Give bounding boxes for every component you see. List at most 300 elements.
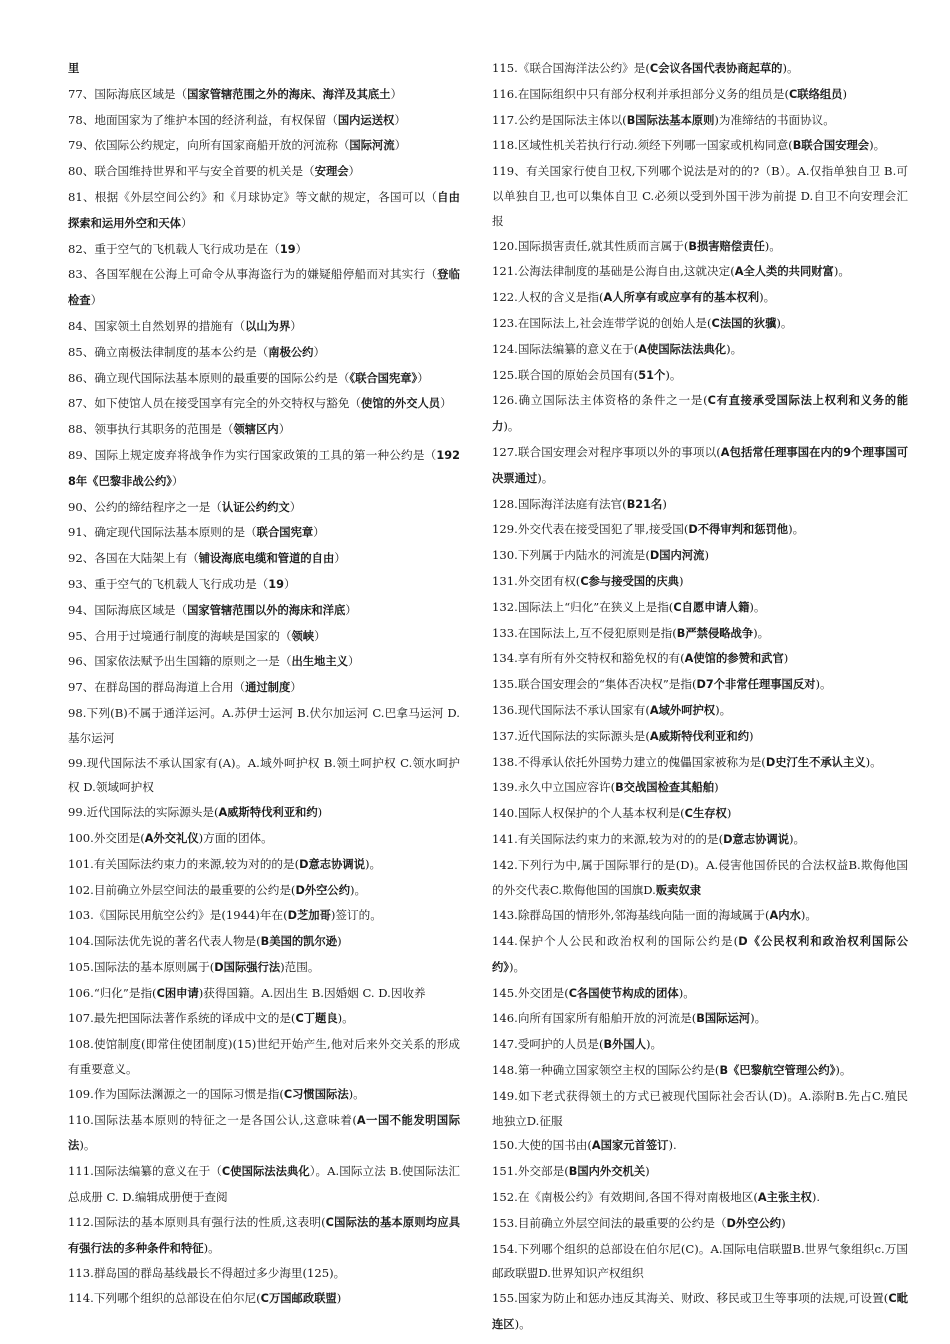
question-text: 85、确立南极法律制度的基本公约是（: [68, 344, 269, 359]
answer-text: A使馆的参赞和武官: [684, 652, 784, 666]
answer-text: A包括常任理事国在内的9个理事国可决票通过: [492, 445, 909, 485]
answer-text: C有直接承受国际法上权利和义务的能力: [492, 394, 909, 434]
question-tail: )。: [508, 959, 526, 974]
answer-text: B国际法基本原则: [626, 113, 715, 127]
question-tail: ）: [278, 422, 291, 437]
answer-text: C参与接受国的庆典: [580, 574, 679, 588]
question-item: [492, 621, 908, 647]
question-tail: )。: [203, 1240, 220, 1255]
question-text: 100.外交团是(: [68, 830, 145, 845]
question-tail: ): [842, 86, 848, 101]
question-item: [492, 311, 908, 337]
question-text: 116.在国际组织中只有部分权利并承担部分义务的组员是(: [492, 86, 789, 101]
question-text: 131.外交团有权(: [492, 573, 581, 588]
answer-text: A外交礼仪: [144, 831, 199, 845]
question-item: [492, 672, 908, 698]
question-text: 105.国际法的基本原则属于(: [68, 959, 215, 974]
question-text: 134.享有所有外交特权和豁免权的有(: [492, 651, 685, 666]
answer-text: 使馆的外交人员: [361, 397, 441, 411]
question-text: 89、国际上规定废弃将战争作为实行国家政策的工具的第一种公约是（: [68, 447, 437, 462]
question-text: 151.外交部是(: [492, 1164, 569, 1179]
question-tail: )方面的团体。: [198, 830, 273, 845]
answer-text: B国际运河: [696, 1012, 751, 1026]
question-tail: ）: [90, 293, 103, 308]
answer-text: D芝加哥: [287, 909, 331, 923]
answer-text: D《公民权利和政治权利国际公约》: [492, 935, 908, 974]
question-item: [68, 1210, 460, 1262]
question-tail: )。: [815, 677, 832, 692]
question-tail: ）: [290, 680, 302, 695]
answer-text: C联络组员: [789, 87, 843, 101]
question-text: 109.作为国际法渊源之一的国际习惯是指(: [68, 1086, 284, 1101]
question-text: 90、公约的缔结程序之一是（: [68, 499, 222, 514]
question-text: 154.下列哪个组织的总部设在伯尔尼(C)。A.国际电信联盟B.世界气象组织c.万国邮政联盟D.世界知识产权组织: [492, 1241, 908, 1281]
question-item: [492, 337, 908, 363]
question-tail: ）: [171, 473, 184, 488]
question-item: [492, 1032, 908, 1058]
question-tail: )。: [869, 138, 886, 153]
question-text: 92、各国在大陆架上有（: [68, 551, 199, 566]
question-item: [68, 903, 460, 929]
question-item: [68, 159, 460, 185]
question-text: 87、如下使馆人员在接受国享有完全的外交特权与豁免（: [68, 396, 362, 411]
question-item: [68, 800, 460, 826]
question-tail: )。: [788, 522, 805, 537]
answer-text: 里: [68, 62, 80, 75]
question-item: [492, 1286, 908, 1338]
question-item: [492, 1084, 908, 1134]
answer-text: C使国际法法典化: [221, 1165, 310, 1179]
question-item: [68, 340, 460, 366]
question-item: [68, 314, 460, 340]
question-item: [68, 417, 460, 443]
question-text: 78、地面国家为了维护本国的经济利益，有权保留（: [68, 112, 338, 127]
question-tail: )。: [350, 882, 367, 897]
question-item: [68, 391, 460, 417]
question-item: [68, 929, 460, 955]
question-item: [492, 1211, 908, 1237]
answer-text: 19: [279, 242, 296, 256]
question-item: [68, 1159, 460, 1210]
question-text: 83、各国军舰在公海上可命令从事海盗行为的嫌疑船停船而对其实行（: [68, 267, 438, 282]
answer-text: 通过制度: [245, 681, 291, 695]
question-item: [68, 82, 460, 108]
question-tail: ）: [313, 344, 326, 359]
question-tail: ）: [180, 215, 193, 230]
answer-text: D国内河流: [649, 549, 705, 563]
question-tail: )。: [750, 1011, 767, 1026]
answer-text: 南极公约: [268, 345, 314, 359]
question-item: [492, 1058, 908, 1084]
question-text: 86、确立现代国际法基本原则的最重要的国际公约是（: [68, 370, 350, 385]
question-tail: ）: [289, 499, 302, 514]
question-text: 112.国际法的基本原则具有强行法的性质,这表明(: [68, 1214, 326, 1229]
question-tail: )签订的。: [330, 908, 382, 923]
question-tail: ）。A.国际立法 B.使国际法汇总成册 C. D.编辑成册便于查阅: [68, 1164, 460, 1205]
question-text: 111.国际法编纂的意义在于（: [68, 1164, 222, 1179]
question-text: 93、重于空气的飞机载人飞行成功是（: [68, 576, 269, 591]
question-tail: ): [337, 934, 342, 949]
question-tail: )获得国籍。A.因出生 B.因婚姻 C. D.因收养: [198, 985, 426, 1000]
question-text: 150.大使的国书由(: [492, 1138, 592, 1153]
question-item: [492, 1159, 908, 1185]
question-text: 96、国家依法赋予出生国籍的原则之一是（: [68, 654, 292, 669]
question-item: [68, 1286, 460, 1312]
question-tail: )。: [835, 1063, 852, 1078]
question-item: [492, 595, 908, 621]
question-item: [68, 955, 460, 981]
question-text: 153.目前确立外层空间法的最重要的公约是（: [492, 1215, 727, 1230]
question-text: 138.不得承认依托外国势力建立的傀儡国家被称为是(: [492, 754, 766, 769]
right-column: [492, 56, 908, 1338]
question-text: 144.保护个人公民和政治权利的国际公约是(: [492, 934, 739, 949]
answer-text: D7个非常任理事国反对: [696, 678, 816, 692]
answer-text: C国际法的基本原则均应具有强行法的多种条件和特征: [68, 1215, 460, 1255]
question-item: [492, 234, 908, 260]
question-item: [492, 646, 908, 672]
question-item: [492, 517, 908, 543]
question-item: [492, 1185, 908, 1211]
question-text: 91、确定现代国际法基本原则的是（: [68, 525, 257, 540]
answer-text: A全人类的共同财富: [734, 265, 834, 279]
question-text: 123.在国际法上,社会连带学说的创始人是(: [492, 315, 712, 330]
answer-text: 联合国宪章: [256, 526, 314, 540]
question-text: 152.在《南极公约》有效期间,各国不得对南极地区(: [492, 1190, 758, 1205]
question-tail: ）: [390, 86, 403, 101]
question-text: 146.向所有国家所有船舶开放的河流是(: [492, 1011, 697, 1026]
question-text: 119、有关国家行使自卫权,下列哪个说法是对的的?（B）。A.仅指单独自卫 B.可以单独自卫,也可以集体自卫 C.必须以受到外国干涉为前提 D.自卫不向安理会汇报: [492, 164, 908, 228]
question-text: 88、领事执行其职务的范围是（: [68, 422, 234, 437]
question-item: [68, 981, 460, 1007]
question-tail: )。: [715, 702, 732, 717]
answer-text: 国家管辖范围以外的海床和洋底: [187, 603, 346, 617]
question-text: 101.有关国际法约束力的来源,较为对的的是(: [68, 856, 300, 871]
question-item: [68, 852, 460, 878]
answer-text: 国内运送权: [337, 113, 395, 127]
answer-text: D外空公约: [726, 1216, 782, 1230]
answer-text: 领辖区内: [233, 423, 279, 437]
question-item: [68, 185, 460, 237]
question-tail: )。: [665, 367, 682, 382]
question-tail: )为准缔结的书面协议。: [714, 112, 835, 127]
question-tail: )。: [537, 470, 554, 485]
answer-text: D外空公约: [295, 883, 351, 897]
question-text: 149.如下老式获得领土的方式已被现代国际社会否认(D)。A.添附B.先占C.殖民地独立D.征服: [492, 1088, 908, 1128]
answer-text: A国家元首签订: [591, 1139, 669, 1153]
answer-text: C法国的狄骥: [711, 316, 777, 330]
question-item: [492, 981, 908, 1007]
question-item: [492, 1006, 908, 1032]
answer-text: B联合国安理会: [792, 139, 870, 153]
left-column: [68, 56, 460, 1312]
question-item: [492, 929, 908, 981]
question-tail: ): [645, 1164, 650, 1179]
question-item: [492, 285, 908, 311]
question-text: 94、国际海底区域是（: [68, 602, 188, 617]
question-tail: )范围。: [280, 959, 320, 974]
answer-text: C万国邮政联盟: [260, 1292, 337, 1306]
question-text: 79、依国际公约规定，向所有国家商船开放的河流称（: [68, 138, 350, 153]
question-text: 135.联合国安理会的“集体否决权”是指(: [492, 677, 697, 692]
question-item: [68, 751, 460, 801]
answer-text: 19: [268, 577, 284, 591]
question-text: 147.受呵护的人员是(: [492, 1037, 604, 1052]
question-tail: ）: [417, 370, 429, 385]
question-item: [492, 775, 908, 801]
answer-text: D国际强行法: [214, 960, 281, 974]
answer-text: B严禁侵略战争: [676, 626, 754, 640]
question-text: 142.下列行为中,属于国际罪行的是(D)。A.侵害他国侨民的合法权益B.欺侮他国的外交代表C.欺侮他国的国旗D.: [492, 857, 908, 897]
question-item: [68, 1108, 460, 1160]
question-tail: ）: [440, 396, 452, 411]
question-item: [68, 237, 460, 263]
question-text: 145.外交团是(: [492, 985, 569, 1000]
question-item: [68, 133, 460, 159]
answer-text: B交战国检查其船舶: [615, 781, 715, 795]
question-text: 81、根据《外层空间公约》和《月球协定》等文献的规定，各国可以（: [68, 189, 438, 204]
question-text: 129.外交代表在接受国犯了罪,接受国(: [492, 522, 689, 537]
question-item: [492, 108, 908, 134]
question-item: [492, 82, 908, 108]
answer-text: A一国不能发明国际法: [68, 1113, 460, 1153]
question-text: 128.国际海洋法庭有法官(: [492, 496, 627, 511]
question-tail: )。: [759, 290, 776, 305]
answer-text: B损害赔偿责任: [688, 239, 765, 253]
question-tail: ）: [394, 112, 406, 127]
question-item: [492, 363, 908, 389]
question-item: [68, 598, 460, 624]
question-item: [492, 159, 908, 233]
question-tail: ): [704, 548, 709, 563]
question-tail: ): [783, 651, 789, 666]
question-tail: ）: [334, 551, 346, 566]
question-tail: ).: [668, 1138, 677, 1153]
answer-text: 贩卖奴隶: [655, 883, 702, 897]
question-text: 80、联合国维持世界和平与安全首要的机关是（: [68, 164, 315, 179]
question-text: 99.现代国际法不承认国家有(A)。A.域外呵护权 B.领土呵护权 C.领水呵护权 D.领域呵护权: [68, 755, 460, 795]
answer-text: D意志协调说: [299, 857, 365, 871]
question-tail: )。: [833, 264, 850, 279]
question-tail: )。: [79, 1138, 96, 1153]
answer-text: B《巴黎航空管理公约》: [719, 1064, 836, 1078]
question-item: [68, 108, 460, 134]
answer-text: B美国的凯尔逊: [260, 935, 338, 949]
question-tail: ）: [347, 654, 360, 669]
question-item: [68, 572, 460, 598]
question-tail: ）: [284, 576, 296, 591]
answer-text: A威斯特伐利亚和约: [649, 729, 749, 743]
question-item: [492, 1133, 908, 1159]
question-tail: ）: [295, 241, 308, 256]
question-text: 136.现代国际法不承认国家有(: [492, 702, 650, 717]
question-tail: )。: [726, 341, 743, 356]
question-text: 95、合用于过境通行制度的海峡是国家的（: [68, 628, 292, 643]
answer-text: C自愿申请人籍: [673, 600, 750, 614]
question-item: [68, 1032, 460, 1082]
question-text: 99.近代国际法的实际源头是(: [68, 805, 219, 820]
question-item: [68, 443, 460, 495]
question-item: [68, 675, 460, 701]
answer-text: 《联合国宪章》: [349, 371, 418, 385]
answer-text: A使国际法法典化: [638, 342, 727, 356]
question-tail: )。: [678, 985, 695, 1000]
question-text: 125.联合国的原始会员国有(: [492, 367, 639, 382]
answer-text: 出生地主义: [291, 655, 348, 669]
question-item: [492, 827, 908, 853]
answer-text: 51个: [638, 368, 666, 382]
question-item: [68, 262, 460, 314]
question-text: 127.联合国安理会对程序事项以外的事项以(: [492, 444, 721, 459]
question-text: 132.国际法上“归化”在狭义上是指(: [492, 599, 674, 614]
question-item: [492, 724, 908, 750]
question-item: [68, 546, 460, 572]
question-text: 141.有关国际法约束力的来源,较为对的的是(: [492, 831, 724, 846]
question-text: 98.下列(B)不属于通洋运河。A.苏伊士运河 B.伏尔加运河 C.巴拿马运河 D.基尔运河: [68, 705, 460, 745]
question-text: 113.群岛国的群岛基线最长不得超过多少海里(125)。: [68, 1266, 346, 1281]
question-tail: )。: [348, 1086, 365, 1101]
answer-text: A域外呵护权: [649, 703, 716, 717]
question-item: [492, 801, 908, 827]
answer-text: 1928年《巴黎非战公约》: [68, 448, 460, 488]
question-item: [68, 701, 460, 751]
question-tail: ）: [313, 525, 325, 540]
answer-text: C会议各国代表协商起草的: [649, 62, 783, 75]
question-item: [492, 133, 908, 159]
question-text: 139.永久中立国应容许(: [492, 780, 616, 795]
question-item: [68, 495, 460, 521]
question-tail: ）: [290, 318, 302, 333]
question-text: 110.国际法基本原则的特征之一是各国公认,这意味着(: [68, 1112, 357, 1127]
answer-text: 国家管辖范围之外的海床、海洋及其底土: [187, 87, 391, 101]
question-tail: )。: [514, 1317, 531, 1332]
question-tail: )。: [365, 856, 382, 871]
answer-text: A人所享有或应享有的基本权利: [603, 291, 760, 305]
answer-text: B外国人: [603, 1038, 647, 1052]
answer-text: B21名: [626, 497, 663, 511]
question-item: [68, 366, 460, 392]
question-item: [492, 492, 908, 518]
question-text: 143.除群岛国的情形外,邻海基线向陆一面的海域属于(: [492, 908, 770, 923]
question-item: [68, 649, 460, 675]
question-tail: ).: [811, 1190, 821, 1205]
question-tail: )。: [749, 599, 766, 614]
question-text: 117.公约是国际法主体以(: [492, 112, 627, 127]
question-tail: )。: [776, 315, 793, 330]
question-item: [492, 853, 908, 904]
answer-text: 自由探索和运用外空和天体: [68, 190, 460, 230]
question-item: [492, 698, 908, 724]
question-tail: )。: [764, 238, 781, 253]
question-text: 140.国际人权保护的个人基本权利是(: [492, 806, 685, 821]
question-tail: )。: [646, 1037, 663, 1052]
answer-text: C各国使节构成的团体: [568, 986, 679, 1000]
question-tail: ): [336, 1291, 342, 1306]
answer-text: 安理会: [314, 165, 349, 179]
answer-text: C生存权: [684, 807, 727, 821]
question-item: [492, 1237, 908, 1287]
question-item: [68, 1082, 460, 1108]
question-tail: ): [781, 1215, 786, 1230]
answer-text: 国际河流: [349, 139, 395, 153]
question-tail: ）: [314, 628, 326, 643]
question-text: 97、在群岛国的群岛海道上合用（: [68, 680, 246, 695]
question-text: 120.国际损害责任,就其性质而言属于(: [492, 238, 689, 253]
question-text: 122.人权的含义是指(: [492, 290, 604, 305]
question-text: 82、重于空气的飞机载人飞行成功是在（: [68, 241, 280, 256]
question-item: [492, 543, 908, 569]
question-item: [68, 1006, 460, 1032]
question-tail: ）: [348, 164, 361, 179]
question-text: 155.国家为防止和惩办违反其海关、财政、移民或卫生等事项的法规,可设置(: [492, 1291, 889, 1306]
answer-text: D不得审判和惩罚他: [688, 523, 789, 537]
answer-text: C丁题良: [295, 1012, 338, 1026]
question-item: [492, 569, 908, 595]
question-item: [68, 56, 460, 82]
answer-text: 登临检查: [68, 268, 460, 308]
question-item: [492, 903, 908, 929]
question-item: [492, 440, 908, 492]
question-text: 84、国家领土自然划界的措施有（: [68, 318, 246, 333]
question-tail: ): [714, 780, 719, 795]
answer-text: 认证公约约文: [221, 500, 290, 514]
question-item: [492, 750, 908, 776]
question-text: 104.国际法优先说的著名代表人物是(: [68, 934, 261, 949]
question-tail: )。: [337, 1011, 354, 1026]
question-tail: ): [678, 573, 684, 588]
answer-text: C毗连区: [492, 1292, 909, 1332]
question-text: 102.目前确立外层空间法的最重要的公约是(: [68, 882, 296, 897]
question-item: [68, 520, 460, 546]
question-tail: )。: [789, 831, 806, 846]
answer-text: 领峡: [291, 629, 315, 643]
question-text: 137.近代国际法的实际源头是(: [492, 728, 650, 743]
question-item: [68, 878, 460, 904]
answer-text: A威斯特伐利亚和约: [218, 806, 318, 820]
answer-text: D史汀生不承认主义: [765, 755, 866, 769]
answer-text: C习惯国际法: [283, 1087, 349, 1101]
question-tail: ): [749, 728, 754, 743]
question-tail: )。: [503, 419, 520, 434]
answer-text: C困申请: [156, 986, 199, 1000]
question-text: 115.《联合国海洋法公约》是(: [492, 61, 650, 75]
question-text: 106.“归化”是指(: [68, 985, 157, 1000]
question-item: [492, 56, 908, 82]
question-tail: ）: [394, 138, 407, 153]
question-item: [68, 1261, 460, 1286]
question-text: 124.国际法编纂的意义在于(: [492, 341, 639, 356]
question-tail: ): [317, 805, 323, 820]
question-text: 148.第一种确立国家领空主权的国际公约是(: [492, 1063, 720, 1078]
question-text: 108.使馆制度(即常住使团制度)(15)世纪开始产生,他对后来外交关系的形成有重要意义。: [68, 1037, 460, 1077]
answer-text: A内水: [769, 909, 801, 923]
question-text: 107.最先把国际法著作系统的译成中文的是(: [68, 1011, 296, 1026]
question-tail: )。: [800, 908, 817, 923]
question-text: 103.《国际民用航空公约》是(1944)年在(: [68, 908, 288, 923]
question-tail: )。: [753, 625, 770, 640]
question-tail: ): [726, 806, 732, 821]
question-item: [492, 259, 908, 285]
question-text: 121.公海法律制度的基础是公海自由,这就决定(: [492, 264, 735, 279]
question-text: 126.确立国际法主体资格的条件之一是(: [492, 393, 708, 408]
answer-text: 以山为界: [245, 319, 291, 333]
question-text: 133.在国际法上,互不侵犯原则是指(: [492, 625, 677, 640]
question-text: 77、国际海底区域是（: [68, 86, 188, 101]
answer-text: A主张主权: [757, 1191, 812, 1205]
question-text: 130.下列属于内陆水的河流是(: [492, 548, 650, 563]
question-tail: ）: [345, 602, 357, 617]
question-item: [492, 388, 908, 440]
answer-text: D意志协调说: [723, 832, 789, 846]
